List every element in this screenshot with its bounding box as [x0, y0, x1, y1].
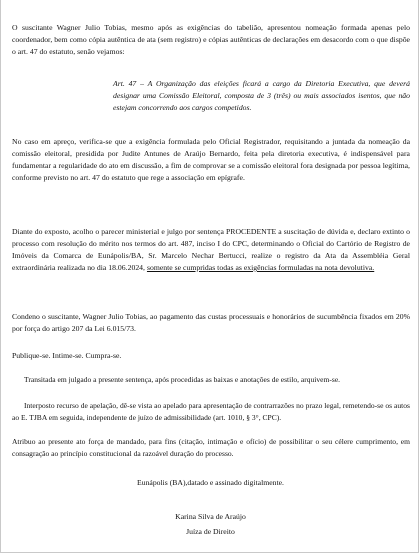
paragraph-publish: Publique-se. Intime-se. Cumpra-se.: [12, 351, 122, 360]
paragraph-condemnation: Condeno o suscitante, Wagner Julio Tobias, ao pagamento das custas processuais e honorários de sucumbência fixados em 20% por força do artigo 207 da Lei 6.015/73.: [12, 312, 410, 333]
signer-name: Karina Silva de Araújo: [175, 512, 246, 521]
decision-underlined-condition: somente se cumpridas todas as exigências formuladas na nota devolutiva.: [146, 263, 375, 272]
decision-text: Diante do exposto, acolho o parecer ministerial e julgo por sentença PROCEDENTE a suscitação de dúvida e, declaro extinto o processo com resolução do mérito nos termos do art. 487, inciso I do CPC, determinando o Oficial do Cartório de Registro de Imóveis da Comarca de Eunápolis/BA, Sr. Marcelo Nechar Bertucci, realize o registro da Ata da Assembléia Geral extraordinária realizada no dia 18.06.2024,: [12, 227, 410, 272]
statute-quote: Art. 47 – A Organização das eleições ficará a cargo da Diretoria Executiva, que deverá designar uma Comissão Eleitoral, composta de 3 (três) ou mais associados isentos, que não estejam concorrendo aos cargos competidos.: [113, 79, 410, 112]
paragraph-decision: [12, 226, 410, 274]
paragraph-appeal: Interposto recurso de apelação, dê-se vista ao apelado para apresentação de contrarrazões no prazo legal, remetendo-se os autos ao E. TJBA em seguida, independente de juízo de admissibilidade (art. 1010, § 3°, CPC).: [12, 401, 410, 422]
paragraph-transit: Transitada em julgado a presente sentença, após procedidas as baixas e anotações de estilo, arquivem-se.: [24, 375, 341, 384]
paragraph-case: No caso em apreço, verifica-se que a exigência formulada pelo Oficial Registrador, requisitando a juntada da nomeação da comissão eleitoral, presidida por Judite Antunes de Araújo Bernardo, feita pela diretoria executiva, é indispensável para fundamentar a regularidade do ato em discussão, a fim de comprovar se a comissão eleitoral fora designada por pessoa legítima, conforme previsto no art. 47 do estatuto que rege a associação em epígrafe.: [12, 137, 410, 182]
paragraph-force: Atribuo ao presente ato força de mandado, para fins (citação, intimação e ofício) de possibilitar o seu célere cumprimento, em consagração ao princípio constitucional da razoável duração do processo.: [12, 437, 410, 458]
signer-title: Juíza de Direito: [186, 527, 235, 536]
paragraph-intro: O suscitante Wagner Julio Tobias, mesmo após as exigências do tabelião, apresentou nomeação formada apenas pelo coordenador, bem como cópia autêntica de ata (sem registro) e cópias autênticas de declarações em desacordo com o que dispõe o art. 47 do estatuto, senão vejamos:: [12, 23, 410, 56]
place-date: Eunápolis (BA),datado e assinado digitalmente.: [137, 478, 284, 487]
